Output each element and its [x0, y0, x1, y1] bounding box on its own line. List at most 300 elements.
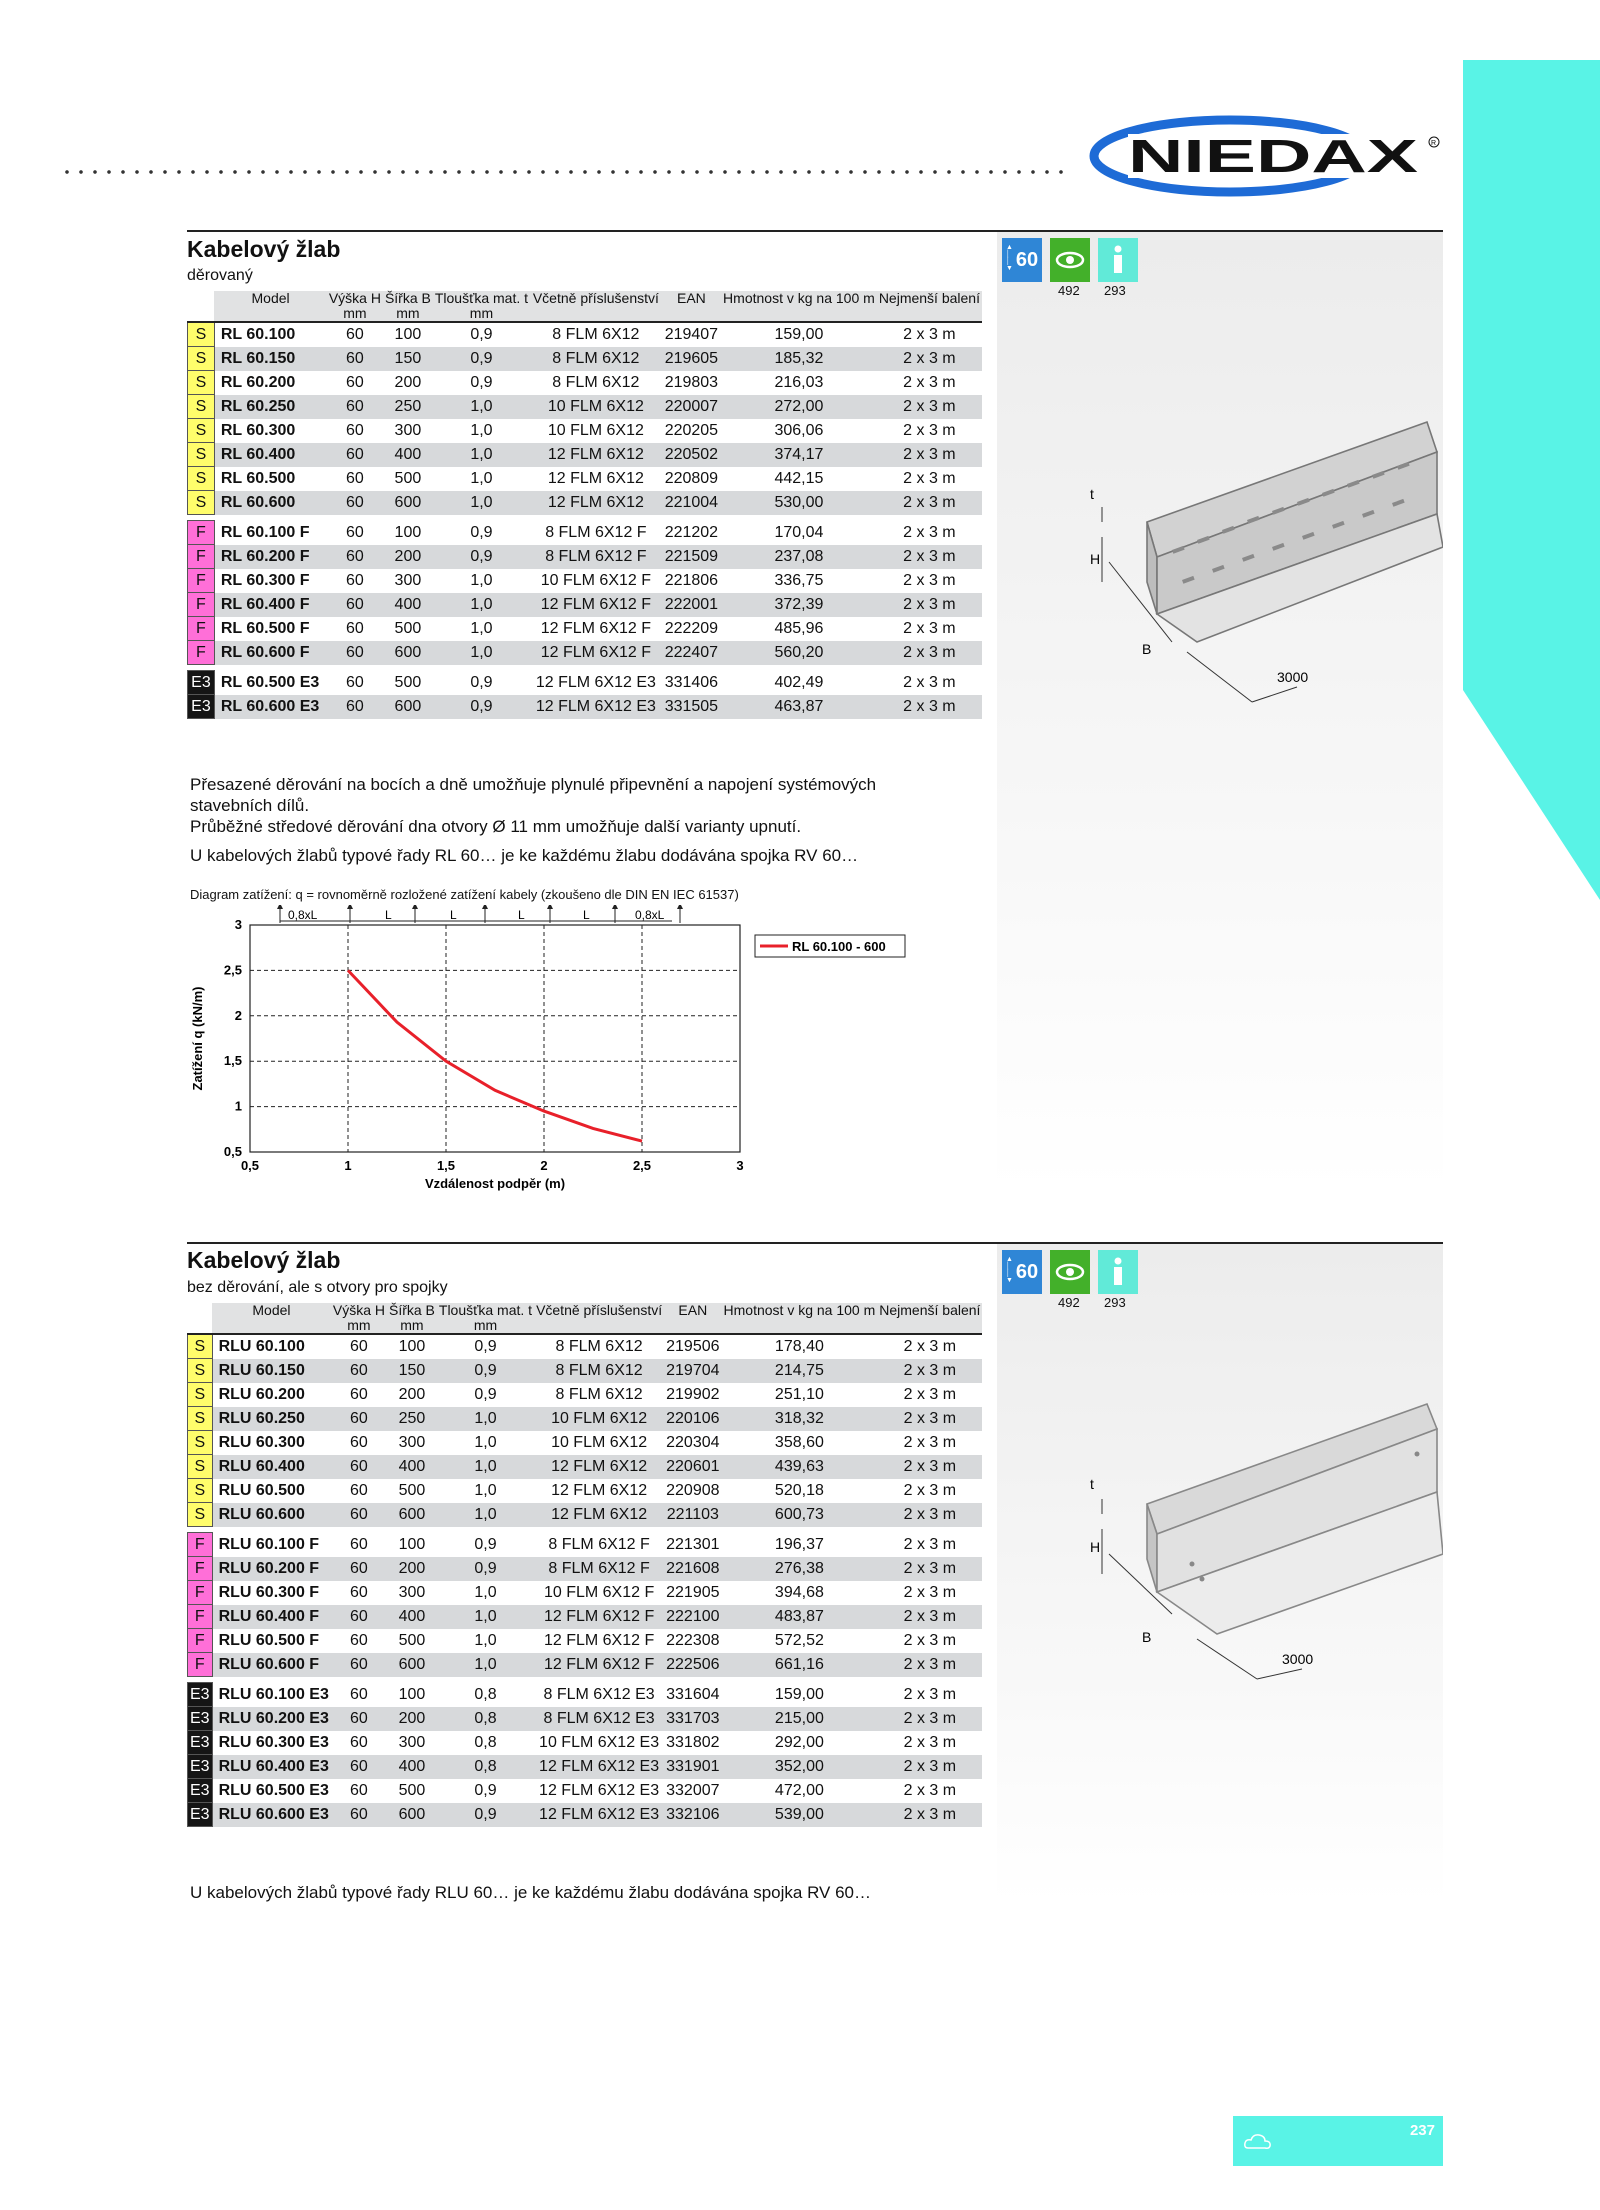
packaging-cell: 2 x 3 m [903, 674, 956, 691]
variant-badge: E3 [188, 1731, 213, 1755]
height-cell: 60 [331, 1455, 387, 1479]
thickness-cell: 0,8 [437, 1707, 534, 1731]
width-cell: 400 [387, 1755, 437, 1779]
packaging-cell: 2 x 3 m [877, 641, 982, 665]
span-label: L [583, 908, 590, 922]
variant-badge: E3 [188, 1803, 213, 1827]
section-subtitle: děrovaný [187, 267, 253, 284]
accessories-cell: 8 FLM 6X12 [552, 326, 640, 344]
ean-cell: 220106 [664, 1407, 721, 1431]
weight-cell: 402,49 [774, 674, 824, 691]
unit-label: mm [400, 1317, 424, 1333]
col-height: Výška H [332, 1302, 385, 1318]
accessories-cell: 10 FLM 6X12 F [543, 1584, 655, 1601]
accessories-cell: 8 FLM 6X12 [555, 1386, 643, 1403]
span-label: L [450, 908, 457, 922]
col-width: Šířka B [384, 290, 431, 306]
width-cell: 500 [394, 674, 422, 691]
y-tick-label: 2,5 [223, 962, 242, 978]
span-label: L [385, 908, 392, 922]
model-cell: RL 60.400 [214, 443, 326, 467]
height-cell: 60 [345, 470, 364, 487]
thickness-cell: 1,0 [437, 1455, 534, 1479]
model-cell: RLU 60.500 [218, 1482, 305, 1499]
x-tick-label: 2,5 [632, 1158, 652, 1173]
thickness-cell: 1,0 [433, 395, 530, 419]
width-cell: 100 [394, 524, 422, 541]
eye-icon[interactable] [1050, 1250, 1090, 1294]
height-cell: 60 [327, 395, 383, 419]
ean-cell: 221608 [664, 1557, 721, 1581]
product-table [187, 291, 982, 719]
table-row [188, 1557, 983, 1581]
variant-badge: S [188, 1359, 213, 1383]
thickness-cell: 0,8 [437, 1755, 534, 1779]
unit-label: mm [347, 1317, 371, 1333]
variant-badge: F [188, 641, 215, 665]
note-text: Průběžné středové děrování dna otvory Ø 11 mm umožňuje další varianty upnutí. [190, 817, 802, 836]
diagram-caption: Diagram zatížení: q = rovnoměrně rozložené zatížení kabely (zkoušeno dle DIN EN IEC 61537) [190, 887, 739, 902]
ean-cell: 220601 [664, 1455, 721, 1479]
variant-badge: E3 [188, 671, 215, 695]
weight-cell: 318,32 [722, 1407, 878, 1431]
accessories-cell: 12 FLM 6X12 F [530, 593, 662, 617]
table-row [188, 569, 983, 593]
table-row [188, 395, 983, 419]
thickness-cell: 1,0 [474, 1434, 497, 1451]
table-row [188, 419, 983, 443]
ean-cell: 221004 [662, 491, 721, 515]
height-cell: 60 [331, 1503, 387, 1527]
variant-badge: E3 [188, 1779, 213, 1803]
model-cell: RLU 60.300 F [218, 1584, 320, 1601]
packaging-cell: 2 x 3 m [903, 524, 956, 541]
section-title: Kabelový žlab [187, 1247, 341, 1273]
width-cell: 600 [383, 491, 433, 515]
col-accessories: Včetně příslušenství [532, 290, 659, 306]
table-row [188, 521, 983, 545]
accessories-cell: 10 FLM 6X12 [551, 1434, 648, 1451]
table-row [188, 1629, 983, 1653]
variant-badge: S [188, 1455, 213, 1479]
table-row [188, 641, 983, 665]
x-tick-label: 0,5 [240, 1158, 260, 1173]
dim-label-length: 3000 [1282, 1651, 1314, 1667]
packaging-cell: 2 x 3 m [877, 395, 982, 419]
table-row [188, 1779, 983, 1803]
variant-badge: S [188, 1479, 213, 1503]
model-cell: RLU 60.100 [218, 1338, 305, 1356]
width-cell: 600 [387, 1503, 437, 1527]
variant-badge: S [188, 491, 215, 515]
table-row [188, 1503, 983, 1527]
accessories-cell: 12 FLM 6X12 [551, 1482, 648, 1499]
info-icon[interactable] [1098, 238, 1138, 282]
packaging-cell: 2 x 3 m [903, 1338, 957, 1356]
model-cell: RLU 60.400 F [212, 1605, 331, 1629]
eye-icon[interactable] [1050, 238, 1090, 282]
weight-cell: 272,00 [721, 395, 877, 419]
accessories-cell: 12 FLM 6X12 [547, 470, 644, 487]
dim-label-length: 3000 [1277, 669, 1309, 685]
weight-cell: 276,38 [722, 1557, 878, 1581]
table-row [188, 1755, 983, 1779]
ean-cell: 222209 [664, 620, 719, 637]
thickness-cell: 1,0 [433, 491, 530, 515]
thickness-cell: 0,9 [437, 1557, 534, 1581]
variant-badge: S [188, 371, 215, 395]
width-cell: 300 [398, 1434, 426, 1451]
weight-cell: 292,00 [774, 1734, 824, 1751]
ean-cell: 332106 [664, 1803, 721, 1827]
variant-badge: E3 [188, 1683, 213, 1707]
table-row [188, 1653, 983, 1677]
col-ean: EAN [676, 290, 706, 306]
packaging-cell: 2 x 3 m [877, 443, 982, 467]
header-dotted-line [60, 170, 1070, 174]
svg-text:R: R [1431, 140, 1437, 147]
height-cell: 60 [327, 347, 383, 371]
weight-cell: 483,87 [722, 1605, 878, 1629]
accessories-cell: 12 FLM 6X12 E3 [534, 1755, 664, 1779]
ean-cell: 222100 [664, 1605, 721, 1629]
weight-cell: 539,00 [722, 1803, 878, 1827]
width-cell: 400 [387, 1455, 437, 1479]
weight-cell: 463,87 [721, 695, 877, 719]
x-tick-label: 1,5 [436, 1158, 456, 1173]
accessories-cell: 8 FLM 6X12 F [530, 545, 662, 569]
support-arrow-head [347, 905, 353, 909]
packaging-cell: 2 x 3 m [877, 1803, 982, 1827]
packaging-cell: 2 x 3 m [903, 1632, 957, 1649]
thickness-cell: 0,9 [474, 1338, 497, 1356]
packaging-cell: 2 x 3 m [877, 1557, 982, 1581]
thickness-cell: 1,0 [437, 1605, 534, 1629]
height-cell: 60 [331, 1755, 387, 1779]
thickness-cell: 0,9 [470, 326, 493, 344]
span-label: 0,8xL [288, 908, 318, 922]
accessories-cell: 12 FLM 6X12 F [534, 1605, 664, 1629]
model-cell: RLU 60.300 E3 [218, 1734, 329, 1751]
variant-badge: S [188, 1431, 213, 1455]
ean-cell: 331604 [666, 1686, 720, 1703]
legend-label: RL 60.100 - 600 [792, 939, 886, 954]
accessories-cell: 12 FLM 6X12 E3 [530, 695, 662, 719]
variant-badge: S [188, 1334, 213, 1359]
ean-cell: 222001 [662, 593, 721, 617]
variant-badge: F [188, 1605, 213, 1629]
packaging-cell: 2 x 3 m [877, 1407, 982, 1431]
variant-badge: E3 [188, 1707, 213, 1731]
height-cell: 60 [331, 1359, 387, 1383]
packaging-cell: 2 x 3 m [877, 1755, 982, 1779]
variant-badge: F [188, 617, 215, 641]
width-cell: 400 [383, 443, 433, 467]
accessories-cell: 8 FLM 6X12 [552, 374, 640, 391]
svg-text:NIEDAX: NIEDAX [1128, 130, 1419, 182]
variant-badge: F [188, 1581, 213, 1605]
height-cell: 60 [350, 1482, 368, 1499]
height-cell: 60 [350, 1734, 368, 1751]
variant-badge: S [188, 467, 215, 491]
weight-cell: 661,16 [722, 1653, 878, 1677]
thickness-cell: 0,9 [433, 695, 530, 719]
load-diagram [180, 905, 920, 1205]
model-cell: RLU 60.200 F [212, 1557, 331, 1581]
height-cell: 60 [327, 545, 383, 569]
span-label: L [518, 908, 525, 922]
col-model: Model [252, 1302, 291, 1318]
support-arrow-head [412, 905, 418, 909]
weight-cell: 572,52 [774, 1632, 824, 1649]
packaging-cell: 2 x 3 m [877, 1503, 982, 1527]
table-row [188, 1803, 983, 1827]
thickness-cell: 0,8 [474, 1734, 497, 1751]
accessories-cell: 8 FLM 6X12 F [534, 1557, 664, 1581]
ean-cell: 220304 [666, 1434, 720, 1451]
height-cell: 60 [350, 1584, 368, 1601]
col-weight: Hmotnost v kg na 100 m [723, 290, 875, 306]
height-cell: 60 [350, 1536, 368, 1553]
table-row [188, 1479, 983, 1503]
ean-cell: 222407 [662, 641, 721, 665]
col-width: Šířka B [388, 1302, 435, 1318]
accessories-cell: 12 FLM 6X12 E3 [535, 674, 656, 691]
dim-label-h: H [1090, 1539, 1101, 1555]
accessories-cell: 8 FLM 6X12 [530, 347, 662, 371]
width-cell: 500 [394, 620, 422, 637]
table-row [188, 491, 983, 515]
thickness-cell: 0,9 [474, 1386, 497, 1403]
packaging-cell: 2 x 3 m [903, 572, 956, 589]
model-cell: RL 60.500 [220, 470, 296, 487]
x-tick-label: 1 [344, 1158, 352, 1173]
packaging-cell: 2 x 3 m [877, 695, 982, 719]
model-cell: RLU 60.100 E3 [218, 1686, 329, 1703]
height-cell: 60 [331, 1605, 387, 1629]
ean-cell: 219803 [664, 374, 719, 391]
weight-cell: 185,32 [721, 347, 877, 371]
x-tick-label: 2 [540, 1158, 548, 1173]
ean-cell: 220205 [664, 422, 719, 439]
model-cell: RLU 60.600 [212, 1503, 331, 1527]
col-ean: EAN [678, 1302, 708, 1318]
weight-cell: 196,37 [774, 1536, 824, 1553]
section-icons [1002, 1250, 1138, 1294]
height-cell: 60 [327, 641, 383, 665]
accessories-cell: 10 FLM 6X12 [530, 395, 662, 419]
packaging-cell: 2 x 3 m [903, 1386, 957, 1403]
model-cell: RL 60.600 [214, 491, 326, 515]
y-tick-label: 3 [234, 917, 242, 932]
accessories-cell: 12 FLM 6X12 [534, 1503, 664, 1527]
thickness-cell: 0,9 [433, 545, 530, 569]
col-thickness: Tloušťka mat. t [438, 1302, 533, 1318]
table-row [188, 467, 983, 491]
model-cell: RL 60.600 E3 [214, 695, 326, 719]
packaging-cell: 2 x 3 m [903, 620, 956, 637]
width-cell: 600 [383, 695, 433, 719]
width-cell: 100 [398, 1686, 426, 1703]
thickness-cell: 1,0 [470, 470, 493, 487]
model-cell: RL 60.200 F [214, 545, 326, 569]
model-cell: RLU 60.200 [218, 1386, 305, 1403]
width-cell: 600 [387, 1653, 437, 1677]
weight-cell: 216,03 [774, 374, 824, 391]
table-row [188, 617, 983, 641]
thickness-cell: 1,0 [437, 1407, 534, 1431]
weight-cell: 358,60 [774, 1434, 824, 1451]
weight-cell: 170,04 [774, 524, 824, 541]
table-row [188, 1431, 983, 1455]
ean-cell: 331802 [666, 1734, 720, 1751]
support-arrow-head [677, 905, 683, 909]
width-cell: 100 [398, 1536, 426, 1553]
span-label: 0,8xL [635, 908, 665, 922]
weight-cell: 372,39 [721, 593, 877, 617]
weight-cell: 178,40 [774, 1338, 824, 1356]
thickness-cell: 0,9 [433, 347, 530, 371]
weight-cell: 215,00 [722, 1707, 878, 1731]
table-row [188, 443, 983, 467]
table-row [188, 695, 983, 719]
accessories-cell: 8 FLM 6X12 F [548, 1536, 650, 1553]
dim-label-b: B [1142, 641, 1152, 657]
info-icon[interactable] [1098, 1250, 1138, 1294]
thickness-cell: 1,0 [433, 593, 530, 617]
col-height: Výška H [328, 290, 381, 306]
weight-cell: 394,68 [774, 1584, 824, 1601]
ean-cell: 221905 [666, 1584, 720, 1601]
thickness-cell: 1,0 [474, 1632, 497, 1649]
ean-cell: 220809 [664, 470, 719, 487]
model-cell: RL 60.150 [214, 347, 326, 371]
weight-cell: 600,73 [722, 1503, 878, 1527]
packaging-cell: 2 x 3 m [877, 1707, 982, 1731]
model-cell: RL 60.100 F [220, 524, 310, 541]
ean-cell: 220502 [662, 443, 721, 467]
unit-label: mm [473, 1317, 498, 1333]
packaging-cell: 2 x 3 m [903, 326, 956, 344]
accessories-cell: 12 FLM 6X12 [530, 443, 662, 467]
col-packaging: Nejmenší balení [879, 1302, 981, 1318]
accessories-cell: 8 FLM 6X12 F [545, 524, 647, 541]
ean-cell: 221103 [664, 1503, 721, 1527]
packaging-cell: 2 x 3 m [877, 1359, 982, 1383]
height-cell: 60 [331, 1653, 387, 1677]
weight-cell: 159,00 [774, 326, 824, 344]
packaging-cell: 2 x 3 m [877, 1605, 982, 1629]
product-table [187, 1303, 982, 1827]
model-cell: RLU 60.500 F [218, 1632, 320, 1649]
weight-cell: 485,96 [774, 620, 824, 637]
cloud-icon [1243, 2130, 1273, 2154]
width-cell: 200 [387, 1707, 437, 1731]
table-row [188, 593, 983, 617]
width-cell: 100 [394, 326, 422, 344]
support-arrow-head [277, 905, 283, 909]
model-cell: RL 60.300 [220, 422, 296, 439]
table-row [188, 1683, 983, 1707]
unit-label: mm [396, 305, 420, 321]
thickness-cell: 1,0 [474, 1584, 497, 1601]
weight-cell: 560,20 [721, 641, 877, 665]
accessories-cell: 10 FLM 6X12 [547, 422, 644, 439]
packaging-cell: 2 x 3 m [903, 470, 956, 487]
weight-cell: 214,75 [722, 1359, 878, 1383]
accessories-cell: 8 FLM 6X12 E3 [534, 1707, 664, 1731]
width-cell: 300 [398, 1734, 426, 1751]
weight-cell: 251,10 [774, 1386, 824, 1403]
thickness-cell: 1,0 [470, 620, 493, 637]
table-row [188, 1581, 983, 1605]
variant-badge: S [188, 419, 215, 443]
weight-cell: 159,00 [774, 1686, 824, 1703]
variant-badge: F [188, 569, 215, 593]
packaging-cell: 2 x 3 m [877, 1455, 982, 1479]
thickness-cell: 0,9 [437, 1803, 534, 1827]
ean-cell: 219605 [662, 347, 721, 371]
accessories-cell: 12 FLM 6X12 [530, 491, 662, 515]
plot-area [250, 925, 740, 1152]
packaging-cell: 2 x 3 m [903, 1782, 957, 1799]
col-accessories: Včetně příslušenství [536, 1302, 663, 1318]
height-cell: 60 [350, 1434, 368, 1451]
weight-cell: 530,00 [721, 491, 877, 515]
width-cell: 250 [383, 395, 433, 419]
table-row [188, 1359, 983, 1383]
ean-cell: 219407 [664, 326, 719, 344]
weight-cell: 520,18 [774, 1482, 824, 1499]
y-axis-label: Zatížení q (kN/m) [190, 986, 205, 1091]
variant-badge: F [188, 1557, 213, 1581]
table-row [188, 671, 983, 695]
packaging-cell: 2 x 3 m [877, 593, 982, 617]
ean-cell: 331505 [662, 695, 721, 719]
dim-label-t: t [1090, 1476, 1094, 1492]
height-cell: 60 [345, 524, 364, 541]
height-cell: 60 [350, 1782, 368, 1799]
height-cell: 60 [345, 572, 364, 589]
packaging-cell: 2 x 3 m [877, 491, 982, 515]
variant-badge: F [188, 593, 215, 617]
model-cell: RL 60.600 F [214, 641, 326, 665]
height-cell: 60 [327, 491, 383, 515]
note-text: U kabelových žlabů typové řady RLU 60… je ke každému žlabu dodávána spojka RV 60… [190, 1883, 872, 1902]
height-cell: 60 [350, 1686, 368, 1703]
table-row [188, 1533, 983, 1557]
weight-cell: 336,75 [774, 572, 824, 589]
weight-cell: 306,06 [774, 422, 824, 439]
model-cell: RLU 60.100 F [218, 1536, 320, 1553]
height-cell: 60 [345, 326, 364, 344]
accessories-cell: 12 FLM 6X12 [534, 1455, 664, 1479]
variant-badge: S [188, 322, 215, 347]
table-row [188, 1605, 983, 1629]
accessories-cell: 12 FLM 6X12 F [534, 1653, 664, 1677]
thickness-cell: 1,0 [437, 1653, 534, 1677]
height-cell: 60 [327, 443, 383, 467]
accessories-cell: 8 FLM 6X12 E3 [543, 1686, 655, 1703]
width-cell: 200 [387, 1557, 437, 1581]
section-title: Kabelový žlab [187, 236, 341, 262]
unit-label: mm [343, 305, 367, 321]
model-cell: RLU 60.400 [212, 1455, 331, 1479]
thickness-cell: 0,9 [474, 1536, 497, 1553]
height-cell: 60 [331, 1407, 387, 1431]
variant-badge: S [188, 1407, 213, 1431]
packaging-cell: 2 x 3 m [903, 1434, 957, 1451]
